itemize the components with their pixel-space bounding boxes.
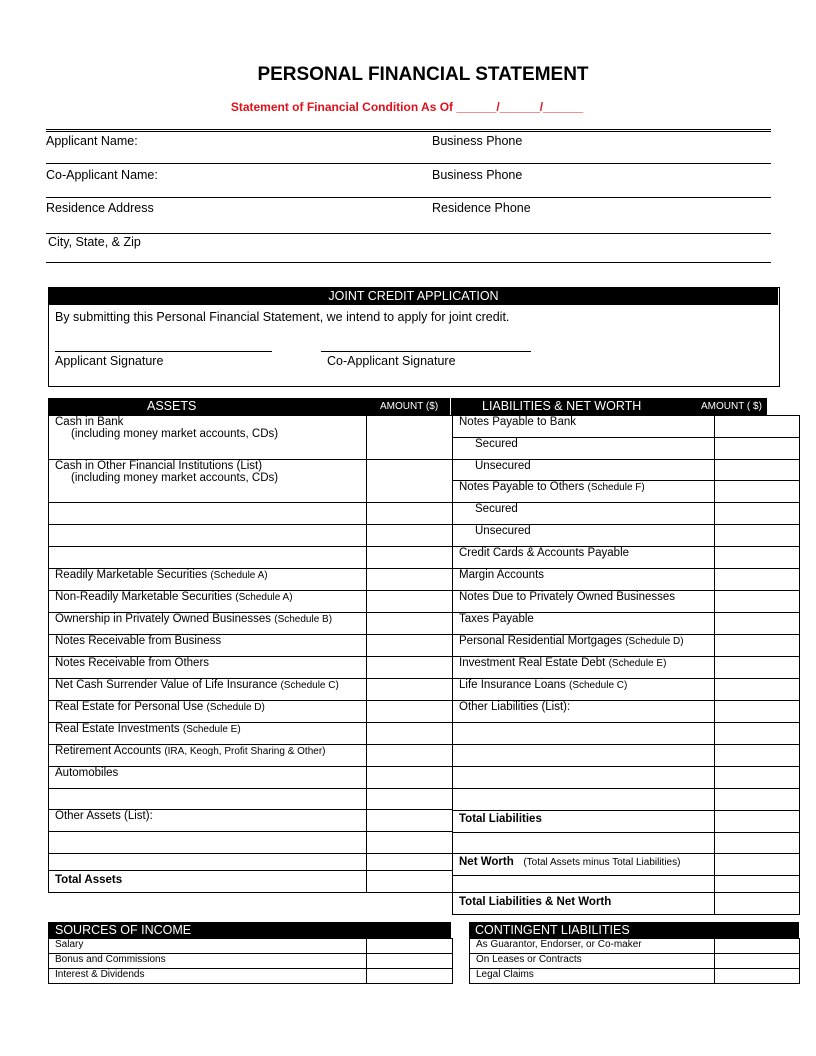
asset-label: Cash in Other Financial Institutions (List) — [55, 460, 263, 472]
statement-date-line: Statement of Financial Condition As Of ______/______/______ — [230, 100, 584, 114]
divider — [46, 131, 771, 132]
table-row — [49, 679, 453, 701]
contingent-amount-cell[interactable] — [715, 939, 800, 954]
asset-amount-cell[interactable] — [367, 745, 453, 767]
liability-amount-cell[interactable] — [715, 657, 800, 679]
asset-label: Automobiles — [55, 767, 119, 779]
liability-amount-cell[interactable] — [715, 723, 800, 745]
table-row — [453, 503, 800, 525]
income-header-bar — [48, 922, 451, 938]
liability-amount-cell[interactable] — [715, 503, 800, 525]
table-row — [453, 723, 800, 745]
asset-label: Readily Marketable Securities — [55, 569, 208, 581]
liability-label: Secured — [475, 503, 518, 515]
asset-label: Notes Receivable from Business — [55, 635, 222, 647]
liability-amount-cell[interactable] — [715, 547, 800, 569]
city-state-zip-field[interactable]: City, State, & Zip — [48, 235, 141, 249]
total-liabilities-net-worth-label: Total Liabilities & Net Worth — [453, 893, 715, 915]
asset-label: Net Cash Surrender Value of Life Insurance — [55, 679, 278, 691]
table-row — [49, 460, 453, 503]
liability-label[interactable] — [453, 833, 715, 854]
asset-amount-cell[interactable] — [367, 569, 453, 591]
table-row — [453, 679, 800, 701]
co-applicant-name-field[interactable]: Co-Applicant Name: — [46, 168, 158, 182]
table-row — [470, 969, 800, 984]
divider — [46, 163, 771, 164]
asset-label: Retirement Accounts — [55, 745, 162, 757]
net-worth-note: (Total Assets minus Total Liabilities) — [523, 857, 681, 868]
table-row — [453, 833, 800, 854]
table-row — [453, 745, 800, 767]
table-row — [49, 969, 453, 984]
table-row — [49, 767, 453, 789]
asset-schedule: (Schedule E) — [182, 724, 241, 735]
asset-label: Other Assets (List): — [55, 810, 153, 822]
income-label: Salary — [49, 939, 367, 954]
income-amount-cell[interactable] — [367, 954, 453, 969]
liabilities-table — [452, 415, 800, 915]
liability-label: Notes Payable to Others — [459, 481, 585, 493]
total-liabilities-label: Total Liabilities — [453, 811, 715, 833]
liability-label: Credit Cards & Accounts Payable — [453, 547, 715, 569]
asset-schedule: (Schedule A) — [235, 592, 293, 603]
table-row — [470, 954, 800, 969]
contingent-amount-cell[interactable] — [715, 969, 800, 984]
asset-amount-cell[interactable] — [367, 723, 453, 745]
income-table — [48, 938, 453, 984]
table-row — [453, 591, 800, 613]
asset-label: Cash in Bank — [55, 416, 124, 428]
table-row — [49, 525, 453, 547]
asset-amount-cell[interactable] — [367, 701, 453, 723]
total-assets-amount[interactable] — [367, 871, 453, 893]
table-row — [49, 723, 453, 745]
table-row — [453, 893, 800, 915]
table-row — [49, 416, 453, 460]
asset-label: Ownership in Privately Owned Businesses — [55, 613, 272, 625]
asset-amount-cell[interactable] — [367, 854, 453, 871]
asset-amount-cell[interactable] — [367, 613, 453, 635]
table-row — [49, 547, 453, 569]
asset-label: Non-Readily Marketable Securities — [55, 591, 233, 603]
co-applicant-signature-label: Co-Applicant Signature — [327, 354, 456, 368]
asset-amount-cell[interactable] — [367, 547, 453, 569]
contingent-table — [469, 938, 800, 984]
asset-label: Real Estate Investments — [55, 723, 180, 735]
net-worth-label: Net Worth — [459, 856, 514, 868]
liability-amount-cell[interactable] — [715, 460, 800, 481]
table-row — [49, 657, 453, 679]
table-row — [453, 416, 800, 438]
asset-amount-cell[interactable] — [367, 525, 453, 547]
table-row — [453, 789, 800, 811]
asset-note: (including money market accounts, CDs) — [71, 428, 279, 440]
liability-amount-cell[interactable] — [715, 525, 800, 547]
liability-amount-cell[interactable] — [715, 416, 800, 438]
assets-table — [48, 415, 453, 893]
asset-amount-cell[interactable] — [367, 832, 453, 854]
liabilities-header-bar — [451, 398, 767, 415]
income-label: Interest & Dividends — [49, 969, 367, 984]
asset-amount-cell[interactable] — [367, 635, 453, 657]
table-row — [49, 613, 453, 635]
asset-amount-cell[interactable] — [367, 460, 453, 503]
table-row — [49, 789, 453, 810]
divider — [46, 262, 771, 263]
liability-amount-cell[interactable] — [715, 613, 800, 635]
table-row — [453, 701, 800, 723]
table-row — [453, 547, 800, 569]
table-row — [49, 745, 453, 767]
asset-label: Notes Receivable from Others — [55, 657, 210, 669]
asset-amount-cell[interactable] — [367, 789, 453, 810]
liability-label: Other Liabilities (List): — [453, 701, 715, 723]
liability-schedule: (Schedule C) — [568, 680, 628, 691]
liability-label: Taxes Payable — [453, 613, 715, 635]
joint-credit-heading: JOINT CREDIT APPLICATION — [49, 288, 778, 305]
table-row — [49, 939, 453, 954]
liability-label[interactable] — [453, 789, 715, 811]
income-amount-cell[interactable] — [367, 969, 453, 984]
table-row — [453, 635, 800, 657]
divider — [46, 197, 771, 198]
asset-amount-cell[interactable] — [367, 503, 453, 525]
contingent-heading: CONTINGENT LIABILITIES — [475, 923, 630, 937]
asset-label[interactable] — [49, 503, 367, 525]
liability-amount-cell[interactable] — [715, 438, 800, 460]
asset-schedule: (IRA, Keogh, Profit Sharing & Other) — [164, 746, 326, 757]
applicant-signature-label: Applicant Signature — [55, 354, 164, 368]
asset-amount-cell[interactable] — [367, 679, 453, 701]
liability-label: Notes Payable to Bank — [453, 416, 715, 438]
table-row — [49, 701, 453, 723]
liability-label: Personal Residential Mortgages — [459, 635, 623, 647]
liability-amount-cell[interactable] — [715, 767, 800, 789]
contingent-label: As Guarantor, Endorser, or Co-maker — [470, 939, 715, 954]
liability-schedule: (Schedule F) — [587, 482, 645, 493]
liabilities-amount-header: AMOUNT ( $) — [701, 401, 762, 412]
liability-amount-cell[interactable] — [715, 481, 800, 503]
liability-label: Notes Due to Privately Owned Businesses — [453, 591, 715, 613]
table-row — [453, 438, 800, 460]
liability-label: Unsecured — [475, 525, 531, 537]
divider — [46, 129, 771, 130]
liabilities-header: LIABILITIES & NET WORTH — [482, 399, 642, 413]
liability-label[interactable] — [453, 745, 715, 767]
asset-amount-cell[interactable] — [367, 591, 453, 613]
table-row — [453, 854, 800, 876]
table-row — [453, 657, 800, 679]
asset-label[interactable] — [49, 547, 367, 569]
table-row — [49, 854, 453, 871]
asset-amount-cell[interactable] — [367, 416, 453, 460]
liability-amount-cell[interactable] — [715, 876, 800, 893]
table-row — [49, 810, 453, 832]
asset-amount-cell[interactable] — [367, 767, 453, 789]
liability-label: Secured — [475, 438, 518, 450]
liability-schedule: (Schedule E) — [608, 658, 667, 669]
net-worth-amount[interactable] — [715, 854, 800, 876]
assets-header: ASSETS — [147, 399, 197, 413]
income-heading: SOURCES OF INCOME — [55, 923, 192, 937]
contingent-label: Legal Claims — [470, 969, 715, 984]
table-row — [49, 871, 453, 893]
liability-amount-cell[interactable] — [715, 635, 800, 657]
table-row — [453, 460, 800, 481]
liability-label: Life Insurance Loans — [459, 679, 566, 691]
total-liabilities-net-worth-amount[interactable] — [715, 893, 800, 915]
assets-header-bar — [48, 398, 450, 415]
asset-schedule: (Schedule C) — [280, 680, 339, 691]
total-liabilities-amount[interactable] — [715, 811, 800, 833]
liability-label: Unsecured — [475, 460, 531, 472]
liability-schedule: (Schedule D) — [625, 636, 684, 647]
table-row — [453, 811, 800, 833]
table-row — [453, 767, 800, 789]
liability-amount-cell[interactable] — [715, 701, 800, 723]
co-business-phone-field[interactable]: Business Phone — [432, 168, 523, 182]
asset-schedule: (Schedule A) — [210, 570, 268, 581]
liability-amount-cell[interactable] — [715, 591, 800, 613]
table-row — [49, 832, 453, 854]
asset-note: (including money market accounts, CDs) — [71, 472, 279, 484]
asset-amount-cell[interactable] — [367, 657, 453, 679]
business-phone-field[interactable]: Business Phone — [432, 134, 523, 148]
liability-label[interactable] — [453, 767, 715, 789]
liability-amount-cell[interactable] — [715, 833, 800, 854]
table-row — [453, 613, 800, 635]
income-label: Bonus and Commissions — [49, 954, 367, 969]
asset-label[interactable] — [49, 832, 367, 854]
divider — [46, 233, 771, 234]
liability-label[interactable] — [453, 876, 715, 893]
table-row — [49, 591, 453, 613]
asset-label[interactable] — [49, 854, 367, 871]
page-title: PERSONAL FINANCIAL STATEMENT — [257, 64, 589, 85]
residence-address-field[interactable]: Residence Address — [46, 201, 154, 215]
total-assets-label: Total Assets — [49, 871, 367, 893]
contingent-amount-cell[interactable] — [715, 954, 800, 969]
table-row — [49, 635, 453, 657]
co-applicant-signature-line[interactable] — [321, 351, 531, 352]
table-row — [49, 954, 453, 969]
table-row — [49, 569, 453, 591]
joint-credit-statement: By submitting this Personal Financial Statement, we intend to apply for joint credit. — [55, 310, 510, 324]
liability-amount-cell[interactable] — [715, 679, 800, 701]
liability-amount-cell[interactable] — [715, 745, 800, 767]
liability-amount-cell[interactable] — [715, 789, 800, 811]
contingent-header-bar — [469, 922, 799, 938]
residence-phone-field[interactable]: Residence Phone — [432, 201, 531, 215]
asset-label[interactable] — [49, 525, 367, 547]
asset-schedule: (Schedule B) — [274, 614, 333, 625]
liability-amount-cell[interactable] — [715, 569, 800, 591]
table-row — [453, 481, 800, 503]
liability-label[interactable] — [453, 723, 715, 745]
liability-label: Margin Accounts — [453, 569, 715, 591]
liability-label: Investment Real Estate Debt — [459, 657, 606, 669]
table-row — [453, 876, 800, 893]
contingent-label: On Leases or Contracts — [470, 954, 715, 969]
table-row — [470, 939, 800, 954]
asset-amount-cell[interactable] — [367, 810, 453, 832]
applicant-name-field[interactable]: Applicant Name: — [46, 134, 138, 148]
income-amount-cell[interactable] — [367, 939, 453, 954]
asset-schedule: (Schedule D) — [206, 702, 265, 713]
assets-amount-header: AMOUNT ($) — [380, 401, 439, 412]
table-row — [49, 503, 453, 525]
table-row — [453, 569, 800, 591]
asset-label[interactable] — [49, 789, 367, 810]
asset-label: Real Estate for Personal Use — [55, 701, 204, 713]
applicant-signature-line[interactable] — [55, 351, 272, 352]
table-row — [453, 525, 800, 547]
